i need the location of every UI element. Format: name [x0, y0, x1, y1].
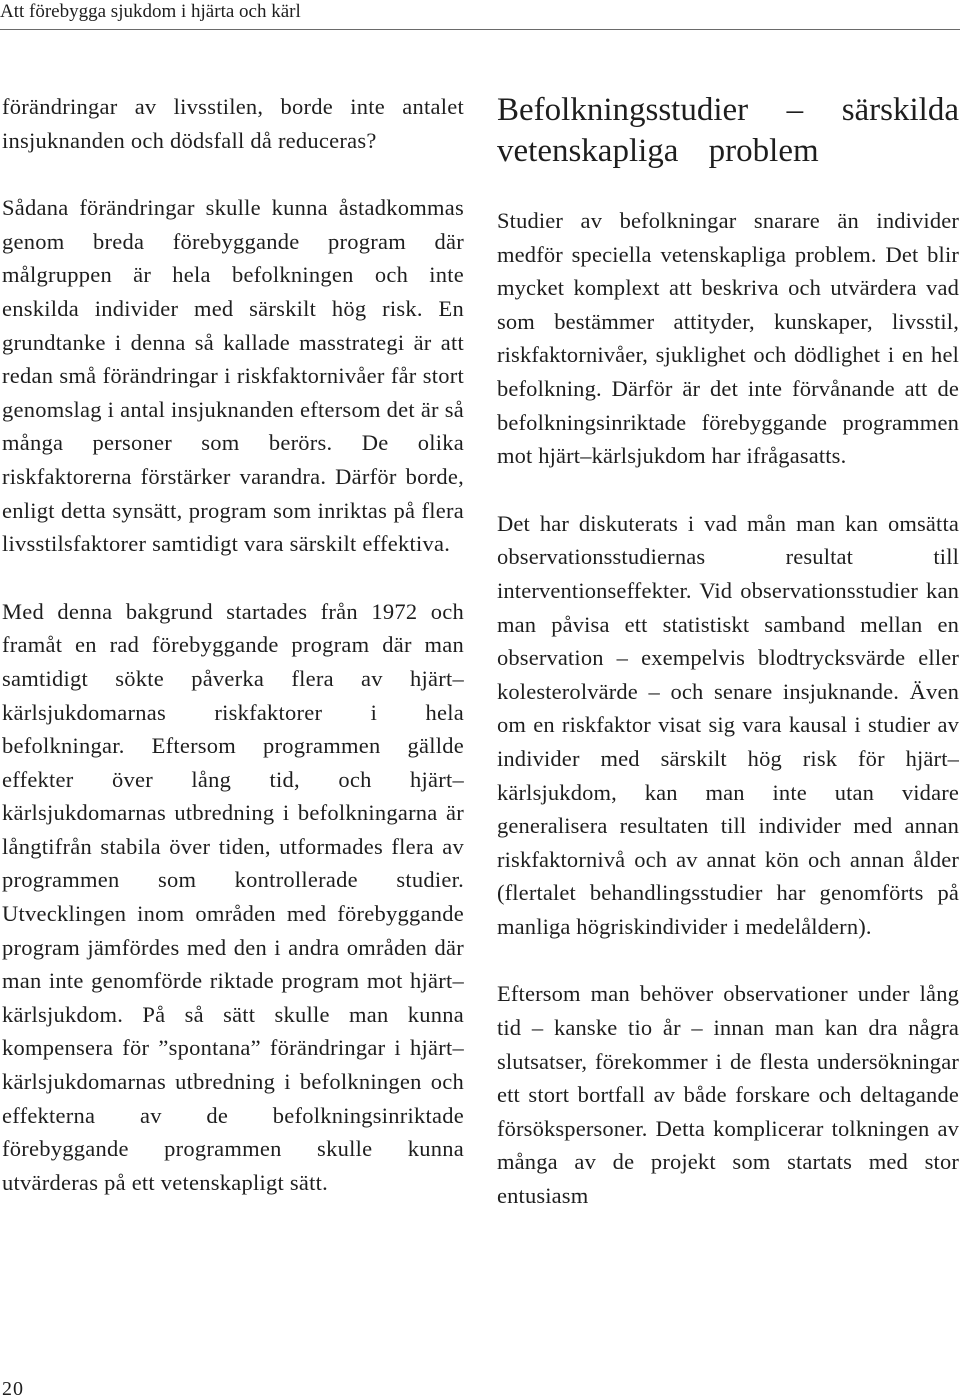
section-heading-line-1: Befolkningsstudier – särskilda	[497, 92, 959, 128]
page-number: 20	[2, 1378, 24, 1400]
header-rule	[0, 29, 960, 30]
body-paragraph: Det har diskuterats i vad mån man kan omsätta observationsstudiernas resultat till interventionseffekter. Vid observationsstudier kan man påvisa ett statistiskt samband mellan en observation – exempelvis blodtrycksvärde eller kolesterolvärde – och senare insjuknande. Även om en riskfaktor visat sig vara kausal i studier av individer med särskilt hög risk för hjärt–kärlsjukdom, kan man inte utan vidare generalisera resultaten till individer med annan riskfaktornivå och av annat kön och annan ålder (flertalet behandlingsstudier har genomförts på manliga högriskindivider i medelåldern).	[497, 510, 959, 939]
right-column	[497, 90, 959, 1247]
section-heading	[497, 90, 959, 172]
left-column	[2, 90, 464, 1233]
section-heading-line-2: vetenskapliga problem	[497, 133, 819, 169]
body-paragraph: Sådana förändringar skulle kunna åstadkommas genom breda förebyggande program där målgruppen är hela befolkningen och inte enskilda individer med särskilt hög risk. En grundtanke i denna så kallade masstrategi är att redan små förändringar i riskfaktornivåer får stort genomslag i antal insjuknanden eftersom det är så många personer som berörs. De olika riskfaktorerna förstärker varandra. Därför borde, enligt detta synsätt, program som inriktas på flera livsstilsfaktorer samtidigt vara särskilt effektiva.	[2, 195, 464, 557]
body-paragraph: Eftersom man behöver observationer under lång tid – kanske tio år – innan man kan dra några slutsatser, förekommer i de flesta undersökningar ett stort bortfall av både forskare och deltagande försökspersoner. Detta komplicerar tolkningen av många av de projekt som startats med stor entusiasm	[497, 981, 959, 1209]
running-header: Att förebygga sjukdom i hjärta och kärl	[0, 1, 301, 22]
body-paragraph: förändringar av livsstilen, borde inte antalet insjuknanden och dödsfall då reduceras?	[2, 94, 464, 153]
body-paragraph: Studier av befolkningar snarare än individer medför speciella vetenskapliga problem. Det blir mycket komplext att beskriva och utvärdera vad som bestämmer attityder, kunskaper, livsstil, riskfaktornivåer, sjuklighet och dödlighet i en hel befolkning. Därför är det inte förvånande att de befolkningsinriktade förebyggande programmen mot hjärt–kärlsjukdom har ifrågasatts.	[497, 208, 959, 469]
body-paragraph: Med denna bakgrund startades från 1972 och framåt en rad förebyggande program där man samtidigt sökte påverka flera av hjärt–kärlsjukdomarnas riskfaktorer i hela befolkningar. Eftersom programmen gällde effekter över lång tid, och hjärt–kärlsjukdomarnas utbredning i befolkningarna är långtifrån stabila över tiden, utformades flera av programmen som kontrollerade studier. Utvecklingen inom områden med förebyggande program jämfördes med den i andra områden där man inte genomförde riktade program mot hjärt–kärlsjukdom. På så sätt skulle man kunna kompensera för ”spontana” förändringar i hjärt–kärlsjukdomarnas utbredning i befolkningen och effekterna av de befolkningsinriktade förebyggande programmen skulle kunna utvärderas på ett vetenskapligt sätt.	[2, 598, 464, 1195]
